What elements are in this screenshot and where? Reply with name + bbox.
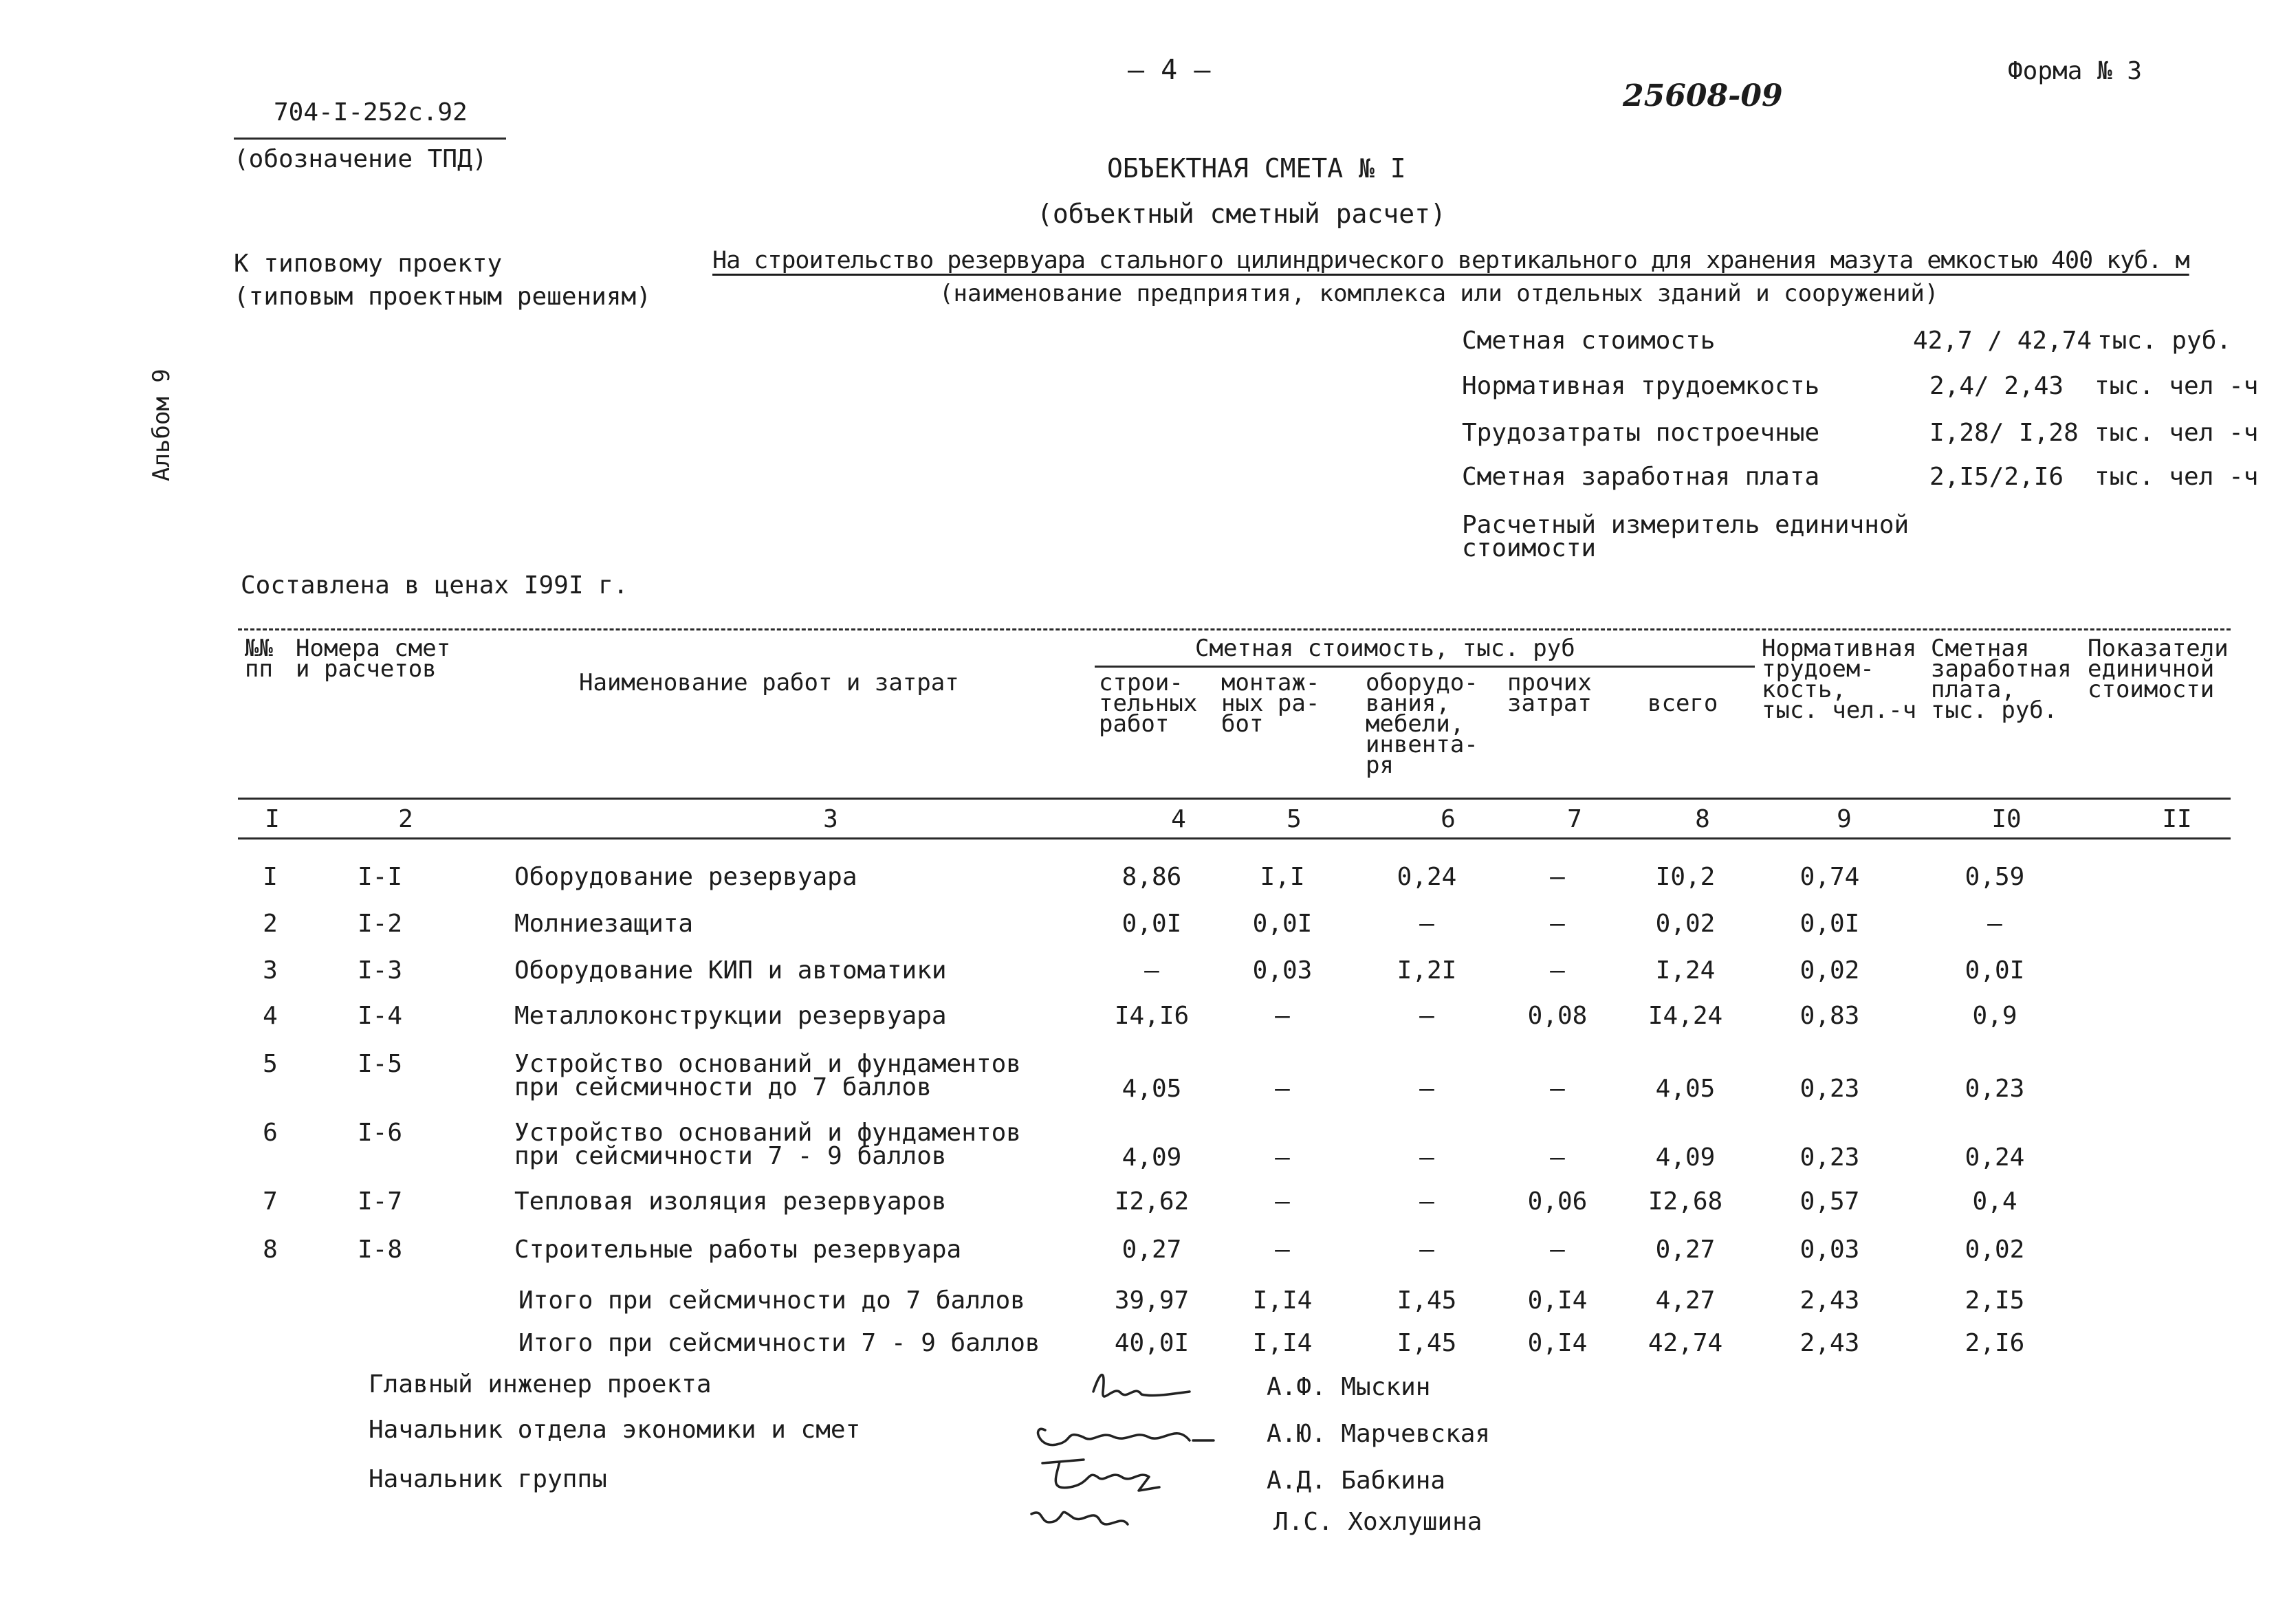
- row-number: 5: [263, 1050, 278, 1078]
- total-cell-c7: 0,I4: [1527, 1286, 1588, 1315]
- row-cell-c7: –: [1550, 1236, 1565, 1264]
- row-cell-c4: 4,05: [1121, 1075, 1182, 1103]
- document-number: 25608-09: [1623, 78, 1783, 113]
- row-work-name: при сейсмичности 7 - 9 баллов: [514, 1142, 947, 1170]
- row-cell-c6: –: [1419, 1187, 1434, 1216]
- designation-caption: (обозначение ТПД): [234, 145, 488, 173]
- summary-measure-1: Расчетный измеритель единичной: [1462, 511, 1910, 539]
- row-cell-c5: 0,0I: [1252, 910, 1313, 938]
- header-construction: строи- тельных работ: [1099, 669, 1198, 738]
- column-number: 7: [1567, 805, 1582, 833]
- header-other: прочих затрат: [1507, 669, 1592, 717]
- row-cell-c5: –: [1275, 1075, 1290, 1103]
- column-number: 8: [1695, 805, 1710, 833]
- row-cell-c6: –: [1419, 1075, 1434, 1103]
- row-cell-c5: –: [1275, 1187, 1290, 1216]
- row-estimate: I-5: [358, 1050, 403, 1078]
- row-estimate: I-I: [358, 863, 403, 891]
- column-number: 5: [1287, 805, 1302, 833]
- designation-underline: [234, 138, 506, 140]
- row-cell-c9: 0,83: [1799, 1002, 1860, 1030]
- total-cell-c10: 2,I6: [1965, 1329, 2025, 1357]
- row-cell-c8: 4,09: [1655, 1143, 1716, 1172]
- row-cell-c10: 0,24: [1965, 1143, 2025, 1172]
- column-number: 2: [398, 805, 413, 833]
- summary-unit: тыс. руб.: [2097, 327, 2232, 355]
- summary-label: Трудозатраты построечные: [1462, 419, 1820, 447]
- row-cell-c4: 8,86: [1121, 863, 1182, 891]
- summary-label: Сметная заработная плата: [1462, 463, 1820, 491]
- form-label: Форма № 3: [2008, 57, 2143, 85]
- row-estimate: I-3: [358, 956, 403, 985]
- row-number: 8: [263, 1236, 278, 1264]
- row-cell-c10: –: [1987, 910, 2002, 938]
- summary-unit: тыс. чел -ч: [2094, 463, 2259, 491]
- header-installation: монтаж- ных ра- бот: [1221, 669, 1320, 738]
- row-cell-c6: 0,24: [1397, 863, 1457, 891]
- project-name: На строительство резервуара стального цилиндрического вертикального для хранения мазута емкостью 400 куб. м: [712, 247, 2189, 274]
- header-wages: Сметная заработная плата, тыс. руб.: [1931, 635, 2072, 724]
- designation: 704-I-252с.92: [274, 98, 468, 127]
- row-cell-c8: 0,27: [1655, 1236, 1716, 1264]
- handwritten-signature: [1018, 1493, 1155, 1548]
- row-cell-c9: 0,02: [1799, 956, 1860, 985]
- row-cell-c8: I2,68: [1648, 1187, 1723, 1216]
- total-row-label: Итого при сейсмичности до 7 баллов: [518, 1286, 1025, 1315]
- header-total: всего: [1648, 690, 1718, 717]
- row-cell-c10: 0,0I: [1965, 956, 2025, 985]
- column-number: I0: [1991, 805, 2022, 833]
- total-cell-c8: 4,27: [1655, 1286, 1716, 1315]
- colnum-bottom-rule: [238, 837, 2231, 840]
- summary-value: I,28/ I,28: [1929, 419, 2079, 447]
- total-cell-c4: 40,0I: [1114, 1329, 1190, 1357]
- column-number: 6: [1441, 805, 1456, 833]
- cost-group-rule: [1095, 666, 1755, 668]
- column-number: 3: [823, 805, 838, 833]
- row-cell-c8: 0,02: [1655, 910, 1716, 938]
- row-work-name: Оборудование КИП и автоматики: [514, 956, 947, 985]
- page-number: — 4 —: [1128, 54, 1211, 86]
- total-cell-c9: 2,43: [1799, 1286, 1860, 1315]
- total-row-label: Итого при сейсмичности 7 - 9 баллов: [518, 1329, 1040, 1357]
- row-cell-c9: 0,23: [1799, 1143, 1860, 1172]
- project-label-2: (типовым проектным решениям): [234, 283, 651, 311]
- total-cell-c5: I,I4: [1252, 1329, 1313, 1357]
- row-cell-c9: 0,03: [1799, 1236, 1860, 1264]
- summary-unit: тыс. чел -ч: [2094, 419, 2259, 447]
- row-estimate: I-4: [358, 1002, 403, 1030]
- row-cell-c7: 0,08: [1527, 1002, 1588, 1030]
- row-cell-c10: 0,23: [1965, 1075, 2025, 1103]
- column-number: 4: [1171, 805, 1186, 833]
- header-unit-cost: Показатели единичной стоимости: [2088, 635, 2229, 703]
- row-number: I: [263, 863, 278, 891]
- signature-name: Л.С. Хохлушина: [1273, 1508, 1482, 1536]
- column-number: II: [2162, 805, 2192, 833]
- total-cell-c10: 2,I5: [1965, 1286, 2025, 1315]
- row-cell-c7: –: [1550, 956, 1565, 985]
- row-cell-c7: –: [1550, 1143, 1565, 1172]
- row-cell-c10: 0,59: [1965, 863, 2025, 891]
- row-cell-c5: –: [1275, 1236, 1290, 1264]
- row-cell-c8: I,24: [1655, 956, 1716, 985]
- row-cell-c4: I2,62: [1114, 1187, 1190, 1216]
- header-work-name: Наименование работ и затрат: [579, 669, 959, 696]
- signature-role: Начальник отдела экономики и смет: [369, 1416, 861, 1444]
- header-bottom-rule: [238, 798, 2231, 800]
- side-label: Альбом 9: [148, 369, 175, 481]
- project-label-1: К типовому проекту: [234, 250, 503, 278]
- row-number: 2: [263, 910, 278, 938]
- header-cost-group: Сметная стоимость, тыс. руб: [1195, 635, 1575, 662]
- row-cell-c7: 0,06: [1527, 1187, 1588, 1216]
- header-equipment: оборудо- вания, мебели, инвента- ря: [1366, 669, 1478, 779]
- row-cell-c6: –: [1419, 1002, 1434, 1030]
- summary-label: Нормативная трудоемкость: [1462, 372, 1820, 400]
- row-work-name: Строительные работы резервуара: [514, 1236, 962, 1264]
- table-top-rule: [238, 628, 2231, 630]
- signature-name: А.Ю. Марчевская: [1267, 1420, 1491, 1448]
- row-cell-c8: 4,05: [1655, 1075, 1716, 1103]
- row-cell-c10: 0,9: [1972, 1002, 2017, 1030]
- row-estimate: I-7: [358, 1187, 403, 1216]
- total-cell-c7: 0,I4: [1527, 1329, 1588, 1357]
- summary-value: 42,7 / 42,74: [1913, 327, 2092, 355]
- row-cell-c8: I0,2: [1655, 863, 1716, 891]
- estimate-subtitle: (объектный сметный расчет): [1037, 199, 1446, 229]
- row-number: 7: [263, 1187, 278, 1216]
- signature-name: А.Ф. Мыскин: [1267, 1373, 1431, 1401]
- row-cell-c4: 0,27: [1121, 1236, 1182, 1264]
- signature-role: Главный инженер проекта: [369, 1370, 712, 1398]
- row-work-name: при сейсмичности до 7 баллов: [514, 1073, 932, 1101]
- row-cell-c5: I,I: [1260, 863, 1305, 891]
- row-cell-c9: 0,0I: [1799, 910, 1860, 938]
- header-labor: Нормативная трудоем- кость, тыс. чел.-ч: [1762, 635, 1917, 724]
- row-cell-c4: –: [1144, 956, 1159, 985]
- row-cell-c6: I,2I: [1397, 956, 1457, 985]
- row-cell-c9: 0,74: [1799, 863, 1860, 891]
- total-cell-c6: I,45: [1397, 1286, 1457, 1315]
- total-cell-c9: 2,43: [1799, 1329, 1860, 1357]
- row-cell-c6: –: [1419, 910, 1434, 938]
- signature-role: Начальник группы: [369, 1465, 607, 1493]
- row-work-name: Оборудование резервуара: [514, 863, 857, 891]
- signature-name: А.Д. Бабкина: [1267, 1467, 1446, 1495]
- column-number: I: [265, 805, 280, 833]
- row-cell-c6: –: [1419, 1143, 1434, 1172]
- row-estimate: I-2: [358, 910, 403, 938]
- column-number: 9: [1837, 805, 1852, 833]
- prices-note: Составлена в ценах I99I г.: [241, 571, 628, 600]
- row-work-name: Устройство оснований и фундаментов: [514, 1050, 1021, 1078]
- header-num: №№ пп: [245, 635, 273, 683]
- row-number: 4: [263, 1002, 278, 1030]
- row-cell-c6: –: [1419, 1236, 1434, 1264]
- row-work-name: Металлоконструкции резервуара: [514, 1002, 947, 1030]
- row-cell-c9: 0,23: [1799, 1075, 1860, 1103]
- summary-measure-2: стоимости: [1462, 534, 1597, 562]
- row-cell-c5: –: [1275, 1002, 1290, 1030]
- row-cell-c4: 4,09: [1121, 1143, 1182, 1172]
- row-work-name: Тепловая изоляция резервуаров: [514, 1187, 947, 1216]
- row-cell-c7: –: [1550, 1075, 1565, 1103]
- header-estimate-numbers: Номера смет и расчетов: [296, 635, 451, 683]
- row-work-name: Устройство оснований и фундаментов: [514, 1119, 1021, 1147]
- total-cell-c6: I,45: [1397, 1329, 1457, 1357]
- row-work-name: Молниезащита: [514, 910, 694, 938]
- row-number: 3: [263, 956, 278, 985]
- row-estimate: I-6: [358, 1119, 403, 1147]
- row-cell-c10: 0,02: [1965, 1236, 2025, 1264]
- total-cell-c8: 42,74: [1648, 1329, 1723, 1357]
- row-cell-c7: –: [1550, 910, 1565, 938]
- total-cell-c5: I,I4: [1252, 1286, 1313, 1315]
- estimate-title: ОБЪЕКТНАЯ СМЕТА № I: [1107, 153, 1406, 184]
- row-cell-c5: –: [1275, 1143, 1290, 1172]
- summary-unit: тыс. чел -ч: [2094, 372, 2259, 400]
- row-cell-c10: 0,4: [1972, 1187, 2017, 1216]
- row-cell-c5: 0,03: [1252, 956, 1313, 985]
- summary-label: Сметная стоимость: [1462, 327, 1716, 355]
- row-cell-c7: –: [1550, 863, 1565, 891]
- summary-value: 2,4/ 2,43: [1929, 372, 2064, 400]
- total-cell-c4: 39,97: [1114, 1286, 1190, 1315]
- row-estimate: I-8: [358, 1236, 403, 1264]
- row-number: 6: [263, 1119, 278, 1147]
- row-cell-c9: 0,57: [1799, 1187, 1860, 1216]
- project-name-caption: (наименование предприятия, комплекса или отдельных зданий и сооружений): [939, 280, 1939, 307]
- row-cell-c4: 0,0I: [1121, 910, 1182, 938]
- summary-value: 2,I5/2,I6: [1929, 463, 2064, 491]
- row-cell-c4: I4,I6: [1114, 1002, 1190, 1030]
- row-cell-c8: I4,24: [1648, 1002, 1723, 1030]
